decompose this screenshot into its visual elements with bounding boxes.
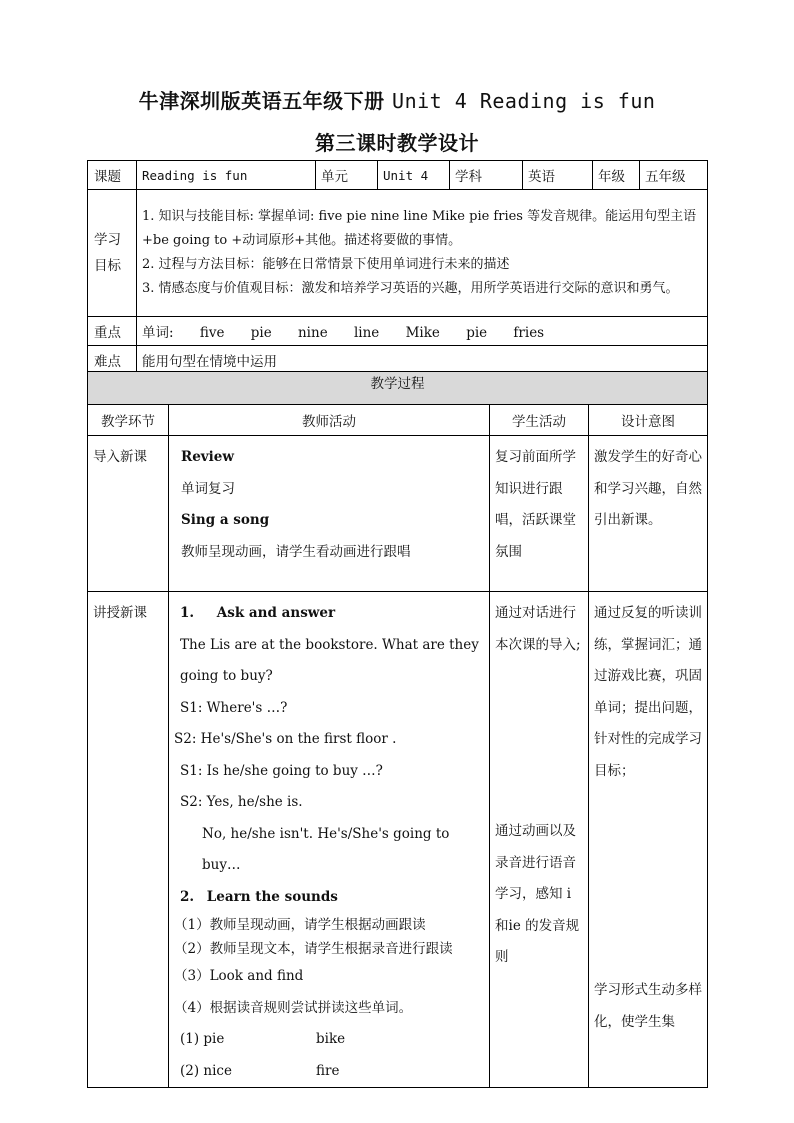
subject-value: 英语 — [523, 161, 593, 190]
sounds-step-4: （4）根据读音规则尝试拼读这些单词。 — [174, 999, 413, 1016]
topic-label: 课题 — [88, 161, 137, 190]
dialog-line-1: S1: Where's …? — [180, 699, 288, 716]
topic-value: Reading is fun — [137, 161, 316, 190]
goals-row — [88, 190, 708, 317]
section-ask-answer-title — [174, 598, 484, 630]
section-1-title: Ask and answer — [216, 605, 336, 621]
info-row — [88, 161, 708, 190]
sounds-step-1: （1）教师呈现动画，请学生根据动画跟读 — [174, 917, 426, 933]
new-stage: 讲授新课 — [88, 592, 169, 1088]
intro-song-title: Sing a song — [181, 512, 270, 528]
process-row-new — [88, 592, 708, 1088]
goal-process: 2. 过程与方法目标：能够在日常情景下使用单词进行未来的描述 — [142, 257, 510, 272]
sounds-step-2: （2）教师呈现文本，请学生根据录音进行跟读 — [174, 941, 453, 957]
intro-song-text: 教师呈现动画，请学生看动画进行跟唱 — [181, 543, 411, 560]
word-bike: bike — [316, 1031, 346, 1047]
word-pair-1 — [174, 1024, 484, 1056]
document-subtitle: 第三课时教学设计 — [315, 131, 479, 155]
intro-review-title: Review — [181, 449, 234, 465]
intent-practice: 通过反复的听读训练，掌握词汇；通过游戏比赛，巩固单词；提出问题，针对性的完成学习目标； — [594, 605, 702, 779]
sounds-step-3: （3）Look and find — [174, 968, 304, 984]
header-student: 学生活动 — [490, 405, 589, 436]
dialog-line-2: S2: He's/She's on the first floor . — [174, 731, 397, 747]
section-2-number: 2. — [180, 888, 195, 905]
intro-intent: 激发学生的好奇心和学习兴趣，自然引出新课。 — [589, 436, 708, 592]
process-banner: 教学过程 — [88, 372, 708, 405]
intro-student: 复习前面所学知识进行跟唱，活跃课堂氛围 — [490, 436, 589, 592]
process-row-intro — [88, 436, 708, 592]
header-intent: 设计意图 — [589, 405, 708, 436]
word-fire: fire — [316, 1062, 340, 1079]
goal-emotion: 3. 情感态度与价值观目标：激发和培养学习英语的兴趣，用所学英语进行交际的意识和勇气。 — [142, 281, 679, 296]
section-sounds-title — [174, 882, 484, 914]
difficult-points-label: 难点 — [88, 346, 137, 375]
process-header-row — [88, 405, 708, 436]
subject-label: 学科 — [450, 161, 523, 190]
word-pie: (1) pie — [180, 1031, 225, 1047]
header-stage: 教学环节 — [88, 405, 169, 436]
grade-label: 年级 — [593, 161, 640, 190]
section-1-number: 1. — [180, 605, 195, 621]
process-banner-row — [88, 372, 708, 405]
dialog-line-5: No, he/she isn't. He's/She's going to buy… — [202, 825, 450, 873]
goals-content — [137, 190, 708, 317]
dialog-line-3: S1: Is he/she going to buy …? — [180, 762, 383, 779]
intro-review-text: 单词复习 — [181, 480, 235, 497]
word-pair-2 — [174, 1056, 484, 1088]
info-table — [87, 160, 708, 375]
section-2-title: Learn the sounds — [206, 888, 338, 905]
intro-teacher — [169, 436, 490, 592]
key-points-label: 重点 — [88, 317, 137, 346]
dialog-line-4: S2: Yes, he/she is. — [180, 794, 303, 810]
document-title — [0, 85, 794, 114]
grade-value: 五年级 — [640, 161, 708, 190]
unit-label: 单元 — [316, 161, 378, 190]
title-english: Unit 4 Reading is fun — [392, 89, 656, 113]
student-activity-sounds: 通过动画以及录音进行语音学习，感知 i 和ie 的发音规则 — [495, 823, 580, 965]
dialog-intro: The Lis are at the bookstore. What are they going to buy? — [180, 636, 479, 684]
intro-stage: 导入新课 — [88, 436, 169, 592]
new-teacher — [169, 592, 490, 1088]
student-activity-dialog: 通过对话进行本次课的导入; — [495, 605, 581, 653]
key-points-row — [88, 317, 708, 346]
new-student — [490, 592, 589, 1088]
new-intent — [589, 592, 708, 1088]
word-nice: (2) nice — [180, 1062, 232, 1079]
unit-value: Unit 4 — [378, 161, 450, 190]
difficult-points-value: 能用句型在情境中运用 — [137, 346, 708, 375]
title-chinese: 牛津深圳版英语五年级下册 — [138, 89, 385, 113]
header-teacher: 教师活动 — [169, 405, 490, 436]
goals-label: 学习目标 — [88, 190, 137, 317]
key-points-value: 单词: five pie nine line Mike pie fries — [137, 317, 708, 346]
intent-variety: 学习形式生动多样化，使学生集 — [594, 982, 702, 1030]
process-table — [87, 371, 708, 1088]
goal-knowledge: 1. 知识与技能目标: 掌握单词: five pie nine line Mike pie fries 等发音规律。能运用句型主语+be going to +动词原形+其他。描述将要做的事情。 — [142, 209, 697, 248]
